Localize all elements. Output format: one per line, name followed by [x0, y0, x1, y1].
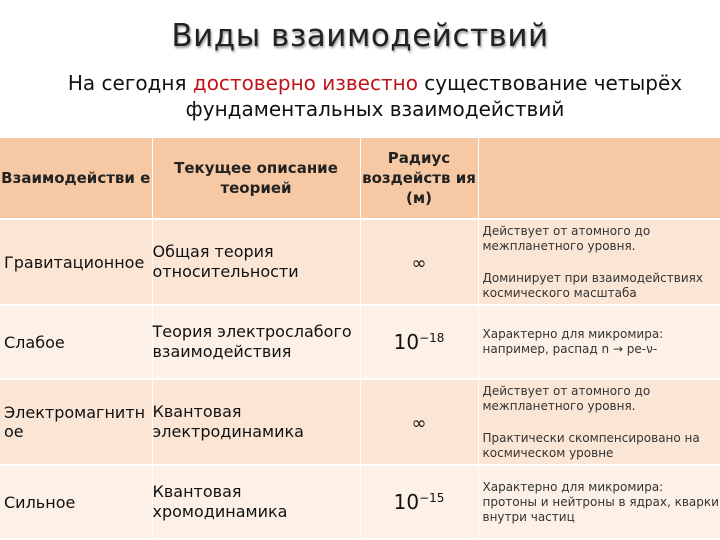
table-row: [0, 219, 720, 305]
row-theory: Квантовая электродинамика: [152, 379, 360, 465]
slide-subtitle: [30, 70, 720, 122]
row-note: [478, 305, 720, 379]
table-row: [0, 465, 720, 539]
note-line-1: Характерно для микромира: протоны и нейтроны в ядрах, кварки внутри частиц: [482, 479, 719, 524]
note-line-2: Доминирует при взаимодействиях космического масштаба: [482, 270, 703, 300]
header-note: [478, 138, 720, 219]
radius-base: 10: [393, 490, 420, 514]
row-theory: Квантовая хромодинамика: [152, 465, 360, 539]
row-note: [478, 379, 720, 465]
note-line-1: Характерно для микромира: например, распад n → pe-ν-: [482, 327, 664, 356]
subtitle-text-end: существование четырёх фундаментальных взаимодействий: [185, 71, 683, 121]
row-note: [478, 219, 720, 305]
header-theory: Текущее описание теорией: [152, 138, 360, 219]
header-interaction: Взаимодействи е: [0, 138, 152, 219]
slide-title: Виды взаимодействий: [171, 18, 549, 54]
row-radius: [360, 465, 478, 539]
row-radius: [360, 219, 478, 305]
radius-exponent: −15: [419, 491, 445, 505]
note-line-1: Действует от атомного до межпланетного уровня.: [482, 383, 651, 413]
row-note: [478, 465, 720, 539]
row-theory: Общая теория относительности: [152, 219, 360, 305]
row-theory: Теория электрослабого взаимодействия: [152, 305, 360, 379]
row-name: Гравитационное: [0, 219, 152, 305]
note-line-2: Практически скомпенсировано на космическом уровне: [482, 430, 700, 460]
table-row: [0, 305, 720, 379]
row-name: Слабое: [0, 305, 152, 379]
row-radius: [360, 305, 478, 379]
radius-base: ∞: [411, 412, 427, 434]
radius-exponent: −18: [419, 331, 445, 345]
interactions-table: [0, 138, 720, 540]
subtitle-highlight: достоверно известно: [192, 71, 418, 95]
note-line-1: Действует от атомного до межпланетного уровня.: [482, 223, 651, 253]
header-radius: Радиус воздейств ия (м): [360, 138, 478, 219]
radius-base: 10: [393, 330, 420, 354]
row-name: Электромагнитн ое: [0, 379, 152, 465]
subtitle-text-start: На сегодня: [67, 71, 193, 95]
row-name: Сильное: [0, 465, 152, 539]
table-row: [0, 379, 720, 465]
radius-base: ∞: [411, 252, 427, 274]
table-header-row: [0, 138, 720, 219]
row-radius: [360, 379, 478, 465]
